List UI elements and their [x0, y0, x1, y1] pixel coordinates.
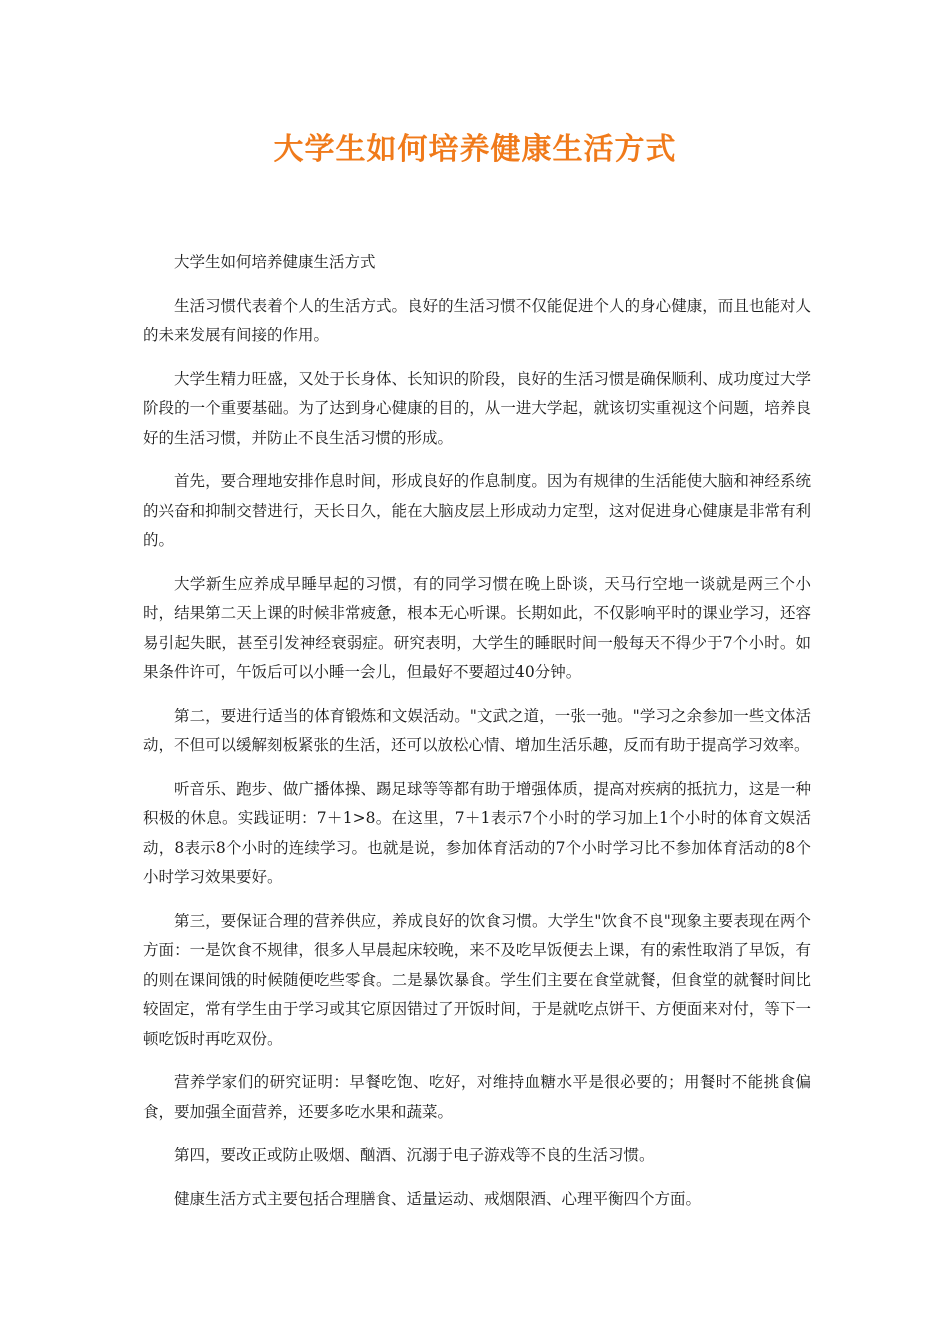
paragraph-subtitle: 大学生如何培养健康生活方式 — [174, 253, 376, 271]
paragraph: 第四，要改正或防止吸烟、酗酒、沉溺于电子游戏等不良的生活习惯。 — [174, 1146, 655, 1164]
paragraph: 第三，要保证合理的营养供应，养成良好的饮食习惯。大学生"饮食不良"现象主要表现在两个方面：一是饮食不规律，很多人早晨起床较晚，来不及吃早饭便去上课，有的索性取消了早饭，有的则在课间饿的时候随便吃些零食。二是暴饮暴食。学生们主要在食堂就餐，但食堂的就餐时间比较固定，常有学生由于学习或其它原因错过了开饭时间，于是就吃点饼干、方便面来对付，等下一顿吃饭时再吃双份。 — [143, 911, 811, 1048]
paragraph: 营养学家们的研究证明：早餐吃饱、吃好，对维持血糖水平是很必要的；用餐时不能挑食偏食，要加强全面营养，还要多吃水果和蔬菜。 — [143, 1073, 811, 1121]
paragraph: 生活习惯代表着个人的生活方式。良好的生活习惯不仅能促进个人的身心健康，而且也能对人的未来发展有间接的作用。 — [143, 296, 811, 344]
document-title: 大学生如何培养健康生活方式 — [273, 132, 677, 167]
paragraph: 首先，要合理地安排作息时间，形成良好的作息制度。因为有规律的生活能使大脑和神经系统的兴奋和抑制交替进行，天长日久，能在大脑皮层上形成动力定型，这对促进身心健康是非常有利的。 — [143, 472, 811, 549]
document-body — [143, 248, 811, 1228]
paragraph: 听音乐、跑步、做广播体操、踢足球等等都有助于增强体质，提高对疾病的抵抗力，这是一种积极的休息。实践证明：7＋1>8。在这里，7＋1表示7个小时的学习加上1个小时的体育文娱活动，8表示8个小时的连续学习。也就是说，参加体育活动的7个小时学习比不参加体育活动的8个小时学习效果要好。 — [143, 779, 811, 886]
paragraph: 健康生活方式主要包括合理膳食、适量运动、戒烟限酒、心理平衡四个方面。 — [174, 1189, 702, 1208]
paragraph: 大学生精力旺盛，又处于长身体、长知识的阶段，良好的生活习惯是确保顺利、成功度过大学阶段的一个重要基础。为了达到身心健康的目的，从一进大学起，就该切实重视这个问题，培养良好的生活习惯，并防止不良生活习惯的形成。 — [143, 369, 811, 447]
paragraph: 大学新生应养成早睡早起的习惯，有的同学习惯在晚上卧谈，天马行空地一谈就是两三个小时，结果第二天上课的时候非常疲惫，根本无心听课。长期如此，不仅影响平时的课业学习，还容易引起失眠，甚至引发神经衰弱症。研究表明，大学生的睡眠时间一般每天不得少于7个小时。如果条件许可，午饭后可以小睡一会儿，但最好不要超过40分钟。 — [143, 574, 811, 681]
paragraph: 第二，要进行适当的体育锻炼和文娱活动。"文武之道，一张一弛。"学习之余参加一些文体活动，不但可以缓解刻板紧张的生活，还可以放松心情、增加生活乐趣，反而有助于提高学习效率。 — [143, 706, 811, 754]
